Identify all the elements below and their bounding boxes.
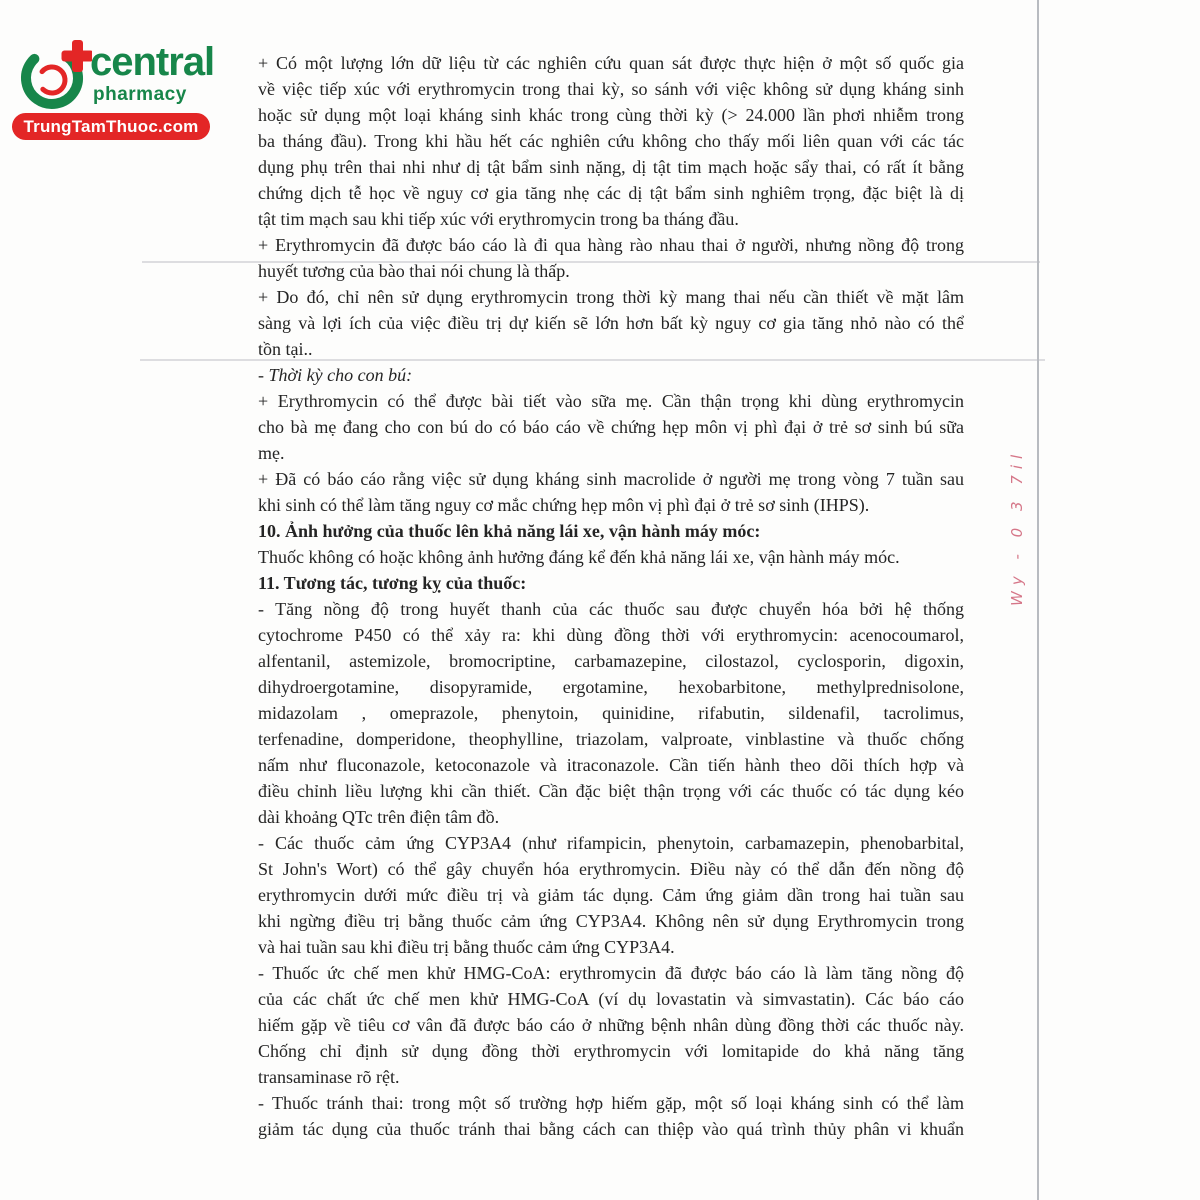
central-pharmacy-c-icon [16, 36, 92, 117]
text-line: ba tháng đầu). Trong khi hầu hết các nghiên cứu không cho thấy mối liên quan với các tác [258, 131, 964, 151]
text-line: tật tim mạch sau khi tiếp xúc với erythromycin trong ba tháng đầu. [258, 209, 739, 229]
text-line: của các chất ức chế men khử HMG-CoA (ví dụ lovastatin và simvastatin). Các báo cáo [258, 989, 964, 1009]
brand-name: central [90, 40, 215, 84]
text-line: erythromycin dưới mức điều trị và giảm tác dụng. Cảm ứng giảm dần trong hai tuần sau [258, 885, 964, 905]
document-lines [258, 50, 964, 1142]
text-line: và hai tuần sau khi điều trị bằng thuốc cảm ứng CYP3A4. [258, 937, 675, 957]
text-line: dài khoảng QTc trên điện tâm đồ. [258, 807, 500, 827]
text-line: mẹ. [258, 443, 285, 463]
text-line: nấm như fluconazole, ketoconazole và itraconazole. Cần tiến hành theo dõi thích hợp và [258, 755, 964, 775]
text-line: sàng và lợi ích của việc điều trị dự kiến sẽ lớn hơn bất kỳ nguy cơ gia tăng nhỏ nào có thể [258, 313, 964, 333]
brand-badge: TrungTamThuoc.com [12, 113, 210, 140]
handwritten-mark: Wy - 0 3 7il [1008, 448, 1026, 606]
text-line: + Do đó, chỉ nên sử dụng erythromycin trong thời kỳ mang thai nếu cần thiết về mặt lâm [258, 287, 964, 307]
text-line: - Tăng nồng độ trong huyết thanh của các thuốc sau được chuyển hóa bởi hệ thống [258, 599, 964, 619]
brand-subtitle: pharmacy [93, 84, 187, 105]
text-line: huyết tương của bào thai nói chung là thấp. [258, 261, 570, 281]
text-line: khi ngừng điều trị bằng thuốc cảm ứng CYP3A4. Không nên sử dụng Erythromycin trong [258, 911, 964, 931]
text-line: + Erythromycin đã được báo cáo là đi qua hàng rào nhau thai ở người, nhưng nồng độ trong [258, 235, 964, 255]
text-line: điều chỉnh liều lượng khi cần thiết. Cần đặc biệt thận trọng với các thuốc có tác dụng kéo [258, 781, 964, 801]
text-line: dụng phụ trên thai nhi như dị tật bẩm sinh nặng, dị tật tim mạch hoặc sẩy thai, có rất ít bằng [258, 157, 964, 177]
text-line: Thuốc không có hoặc không ảnh hưởng đáng kể đến khả năng lái xe, vận hành máy móc. [258, 547, 900, 567]
text-line: giảm tác dụng của thuốc tránh thai bằng cách can thiệp vào quá trình thủy phân vi khuẩn [258, 1119, 964, 1139]
text-line: Chống chỉ định sử dụng đồng thời erythromycin với lomitapide do khả năng tăng [258, 1041, 964, 1061]
text-line: khi sinh có thể làm tăng nguy cơ mắc chứng hẹp môn vị phì đại ở trẻ sơ sinh (IHPS). [258, 495, 870, 515]
text-line: cytochrome P450 có thể xảy ra: khi dùng đồng thời với erythromycin: acenocoumarol, [258, 625, 964, 645]
text-line: 11. Tương tác, tương kỵ của thuốc: [258, 573, 527, 593]
text-line: - Thuốc ức chế men khử HMG-CoA: erythromycin đã được báo cáo là làm tăng nồng độ [258, 963, 964, 983]
text-line: 10. Ảnh hưởng của thuốc lên khả năng lái xe, vận hành máy móc: [258, 521, 761, 541]
text-line: midazolam , omeprazole, phenytoin, quinidine, rifabutin, sildenafil, tacrolimus, [258, 703, 964, 723]
text-line: - Thời kỳ cho con bú: [258, 365, 413, 385]
text-line: alfentanil, astemizole, bromocriptine, carbamazepine, cilostazol, cyclosporin, digoxin, [258, 651, 964, 671]
text-line: hiếm gặp về tiêu cơ vân đã được báo cáo ở những bệnh nhân dùng đồng thời các thuốc này. [258, 1015, 964, 1035]
text-line: chứng dịch tễ học về nguy cơ gia tăng nhẹ các dị tật bẩm sinh nghiêm trọng, đặc biệt là dị [258, 183, 964, 203]
text-line: St John's Wort) có thể gây chuyển hóa erythromycin. Điều này có thể dẫn đến nồng độ [258, 859, 964, 879]
text-line: tồn tại.. [258, 339, 313, 359]
text-line: hoặc sử dụng một loại kháng sinh khác trong cùng thời kỳ (> 24.000 lần phơi nhiễm trong [258, 105, 964, 125]
text-line: + Erythromycin có thể được bài tiết vào sữa mẹ. Cần thận trọng khi dùng erythromycin [258, 391, 964, 411]
text-line: về việc tiếp xúc với erythromycin trong thai kỳ, so sánh với việc không sử dụng kháng sinh [258, 79, 964, 99]
central-pharmacy-logo [12, 36, 242, 136]
text-line: transaminase rõ rệt. [258, 1067, 400, 1087]
text-line: terfenadine, domperidone, theophylline, triazolam, valproate, vinblastine và thuốc chống [258, 729, 964, 749]
text-line: - Thuốc tránh thai: trong một số trường hợp hiếm gặp, một số loại kháng sinh có thể làm [258, 1093, 964, 1113]
text-line: + Đã có báo cáo rằng việc sử dụng kháng sinh macrolide ở người mẹ trong vòng 7 tuần sau [258, 469, 964, 489]
text-line: - Các thuốc cảm ứng CYP3A4 (như rifampicin, phenytoin, carbamazepin, phenobarbital, [258, 833, 964, 853]
text-line: cho bà mẹ đang cho con bú do có báo cáo về chứng hẹp môn vị phì đại ở trẻ sơ sinh bú sữa [258, 417, 964, 437]
text-line: + Có một lượng lớn dữ liệu từ các nghiên cứu quan sát được thực hiện ở một số quốc gia [258, 53, 964, 73]
text-line: dihydroergotamine, disopyramide, ergotamine, hexobarbitone, methylprednisolone, [258, 677, 964, 697]
